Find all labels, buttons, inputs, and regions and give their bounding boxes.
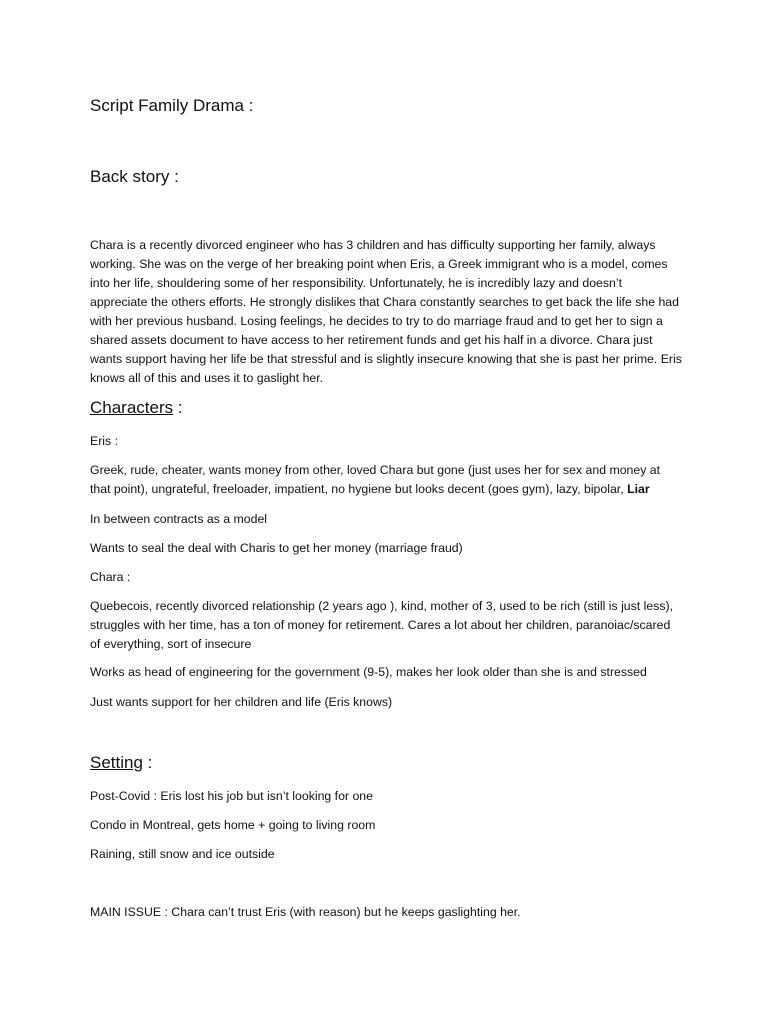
setting-heading-suffix: : (142, 753, 153, 772)
characters-heading-suffix: : (173, 398, 183, 417)
eris-job: In between contracts as a model (90, 512, 268, 526)
chara-goal: Just wants support for her children and life (Eris knows) (90, 695, 393, 709)
chara-traits: Quebecois, recently divorced relationship (2 years ago ), kind, mother of 3, used to be rich (still is just less), struggles with her time, has a ton of money for retirement. Cares a lot about her children, paranoiac/scared of everything, sort of insecure (90, 599, 673, 651)
setting-item: Raining, still snow and ice outside (90, 847, 275, 861)
eris-traits-bold: Liar (627, 482, 650, 496)
chara-job: Works as head of engineering for the government (9-5), makes her look older than she is and stressed (90, 665, 647, 679)
backstory-heading: Back story : (90, 167, 179, 186)
setting-item: Condo in Montreal, gets home + going to living room (90, 818, 376, 832)
eris-goal: Wants to seal the deal with Charis to get her money (marriage fraud) (90, 541, 463, 555)
setting-heading (90, 753, 152, 773)
eris-label: Eris : (90, 434, 119, 448)
characters-heading (90, 398, 183, 418)
backstory-paragraph: Chara is a recently divorced engineer who has 3 children and has difficulty supporting her family, always working. She was on the verge of her breaking point when Eris, a Greek immigrant who is a model, comes into her life, shouldering some of her responsibility. Unfortunately, he is incredibly lazy and doesn’t appreciate the others efforts. He strongly dislikes that Chara constantly searches to get back the life she had with her previous husband. Losing feelings, he decides to try to do marriage fraud and to get her to sign a shared assets document to have access to her retirement funds and get his half in a divorce. Chara just wants support having her life be that stressful and is slightly insecure knowing that she is past her prime. Eris knows all of this and uses it to gaslight her. (90, 238, 682, 385)
eris-traits-text: Greek, rude, cheater, wants money from other, loved Chara but gone (just uses her for sex and money at that point), ungrateful, freeloader, impatient, no hygiene but looks decent (goes gym), lazy, bipolar, (90, 463, 661, 496)
eris-traits (90, 461, 682, 499)
setting-heading-label: Setting (90, 753, 143, 772)
characters-heading-label: Characters (90, 398, 174, 417)
document-title: Script Family Drama : (90, 96, 254, 115)
setting-item: Post-Covid : Eris lost his job but isn’t looking for one (90, 789, 373, 803)
main-issue: MAIN ISSUE : Chara can’t trust Eris (with reason) but he keeps gaslighting her. (90, 905, 521, 919)
chara-label: Chara : (90, 570, 131, 584)
